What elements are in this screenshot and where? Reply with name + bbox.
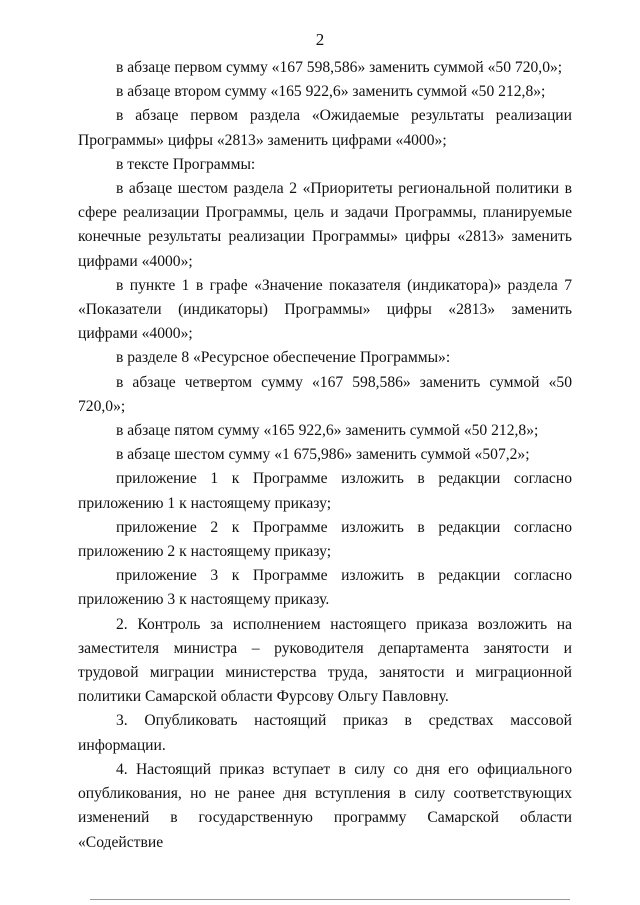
paragraph: в абзаце шестом сумму «1 675,986» заменить суммой «507,2»; xyxy=(116,446,530,464)
paragraph: в пункте 1 в графе «Значение показателя (индикатора)» раздела 7 «Показатели (индикаторы) Программы» цифры «2813» заменить цифрами «4000»; xyxy=(78,276,572,343)
paragraph: в абзаце шестом раздела 2 «Приоритеты региональной политики в сфере реализации Программы, цель и задачи Программы, планируемые конечные результаты реализации Программы» цифры «2813» заменить цифрами «4000»; xyxy=(78,180,572,270)
paragraph: 4. Настоящий приказ вступает в силу со дня его официального опубликования, но не ранее дня вступления в силу соответствующих изменений в государственную программу Самарской области «Содействие xyxy=(78,760,572,851)
paragraph: приложение 2 к Программе изложить в редакции согласно приложению 2 к настоящему приказу; xyxy=(78,518,572,561)
paragraph: в разделе 8 «Ресурсное обеспечение Программы»: xyxy=(116,349,451,367)
paragraph: в абзаце первом сумму «167 598,586» заменить суммой «50 720,0»; xyxy=(116,59,563,76)
paragraph: 3. Опубликовать настоящий приказ в средствах массовой информации. xyxy=(78,712,572,754)
page-number: 2 xyxy=(315,30,325,49)
document-body xyxy=(78,56,572,855)
paragraph: приложение 3 к Программе изложить в редакции согласно приложению 3 к настоящему приказу. xyxy=(78,567,572,609)
paragraph: в абзаце втором сумму «165 922,6» заменить суммой «50 212,8»; xyxy=(116,83,546,101)
page-edge-line xyxy=(90,899,570,900)
paragraph: в абзаце пятом сумму «165 922,6» заменить суммой «50 212,8»; xyxy=(116,422,539,440)
paragraph: в тексте Программы: xyxy=(116,155,256,173)
paragraph: приложение 1 к Программе изложить в редакции согласно приложению 1 к настоящему приказу; xyxy=(78,470,572,512)
paragraph: в абзаце четвертом сумму «167 598,586» заменить суммой «50 720,0»; xyxy=(78,373,572,415)
paragraph: 2. Контроль за исполнением настоящего приказа возложить на заместителя министра – руководителя департамента занятости и трудовой миграции министерства труда, занятости и миграционной политики Самарской области Фурсову Ольгу Павловну. xyxy=(78,615,572,706)
paragraph: в абзаце первом раздела «Ожидаемые результаты реализации Программы» цифры «2813» заменить цифрами «4000»; xyxy=(78,107,572,149)
